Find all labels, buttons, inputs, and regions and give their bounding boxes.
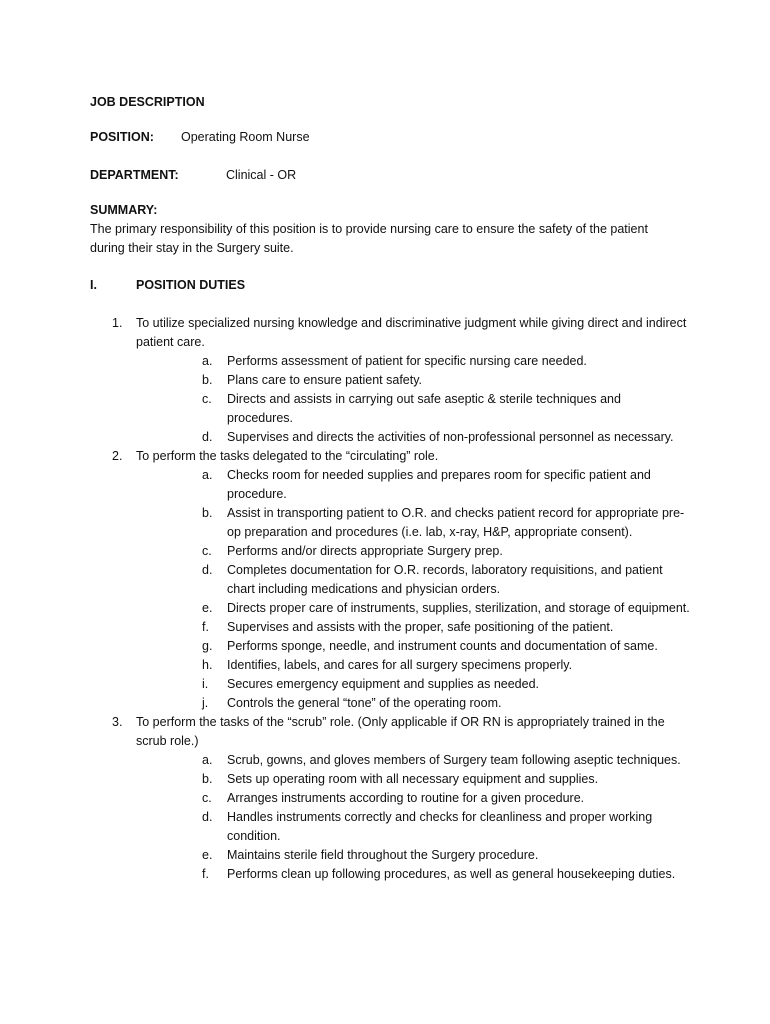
duty-subitem [136,599,690,618]
section-number: I. [90,278,97,292]
subitem-text: Checks room for needed supplies and prepares room for specific patient and procedure. [227,468,651,501]
subitem-letter: d. [202,563,213,577]
position-value: Operating Room Nurse [181,130,310,144]
subitem-letter: g. [202,639,213,653]
subitem-text: Identifies, labels, and cares for all surgery specimens properly. [227,658,573,672]
subitem-text: Sets up operating room with all necessary equipment and supplies. [227,772,599,786]
duty-subitem [136,428,690,447]
subitem-letter: a. [202,753,213,767]
subitem-text: Supervises and directs the activities of non-professional personnel as necessary. [227,430,674,444]
subitem-letter: c. [202,544,212,558]
duty-subitem [136,751,690,770]
subitem-letter: c. [202,392,212,406]
subitem-text: Completes documentation for O.R. records, laboratory requisitions, and patient chart including medications and physician orders. [227,563,663,596]
subitem-text: Performs assessment of patient for specific nursing care needed. [227,354,587,368]
subitem-letter: b. [202,373,213,387]
duty-subitem [136,371,690,390]
subitem-letter: f. [202,867,209,881]
duty-number: 2. [112,449,123,463]
subitem-letter: i. [202,677,209,691]
duty-number: 1. [112,316,123,330]
subitem-text: Scrub, gowns, and gloves members of Surgery team following aseptic techniques. [227,753,681,767]
department-label: DEPARTMENT: [90,168,179,182]
duty-subitem [136,637,690,656]
subitem-letter: h. [202,658,213,672]
duty-number: 3. [112,715,123,729]
subitem-text: Supervises and assists with the proper, safe positioning of the patient. [227,620,614,634]
subitem-letter: e. [202,848,213,862]
duty-item [90,713,690,884]
subitem-text: Secures emergency equipment and supplies as needed. [227,677,540,691]
subitem-text: Performs sponge, needle, and instrument counts and documentation of same. [227,639,658,653]
subitem-letter: d. [202,430,213,444]
subitem-letter: f. [202,620,209,634]
duty-subitem [136,542,690,561]
subitem-letter: a. [202,354,213,368]
duty-subitem [136,675,690,694]
section-title: POSITION DUTIES [136,278,246,292]
duty-sublist [136,751,690,884]
duty-subitem [136,656,690,675]
duty-subitem [136,504,690,542]
duty-subitem [136,390,690,428]
doc-title: JOB DESCRIPTION [90,95,205,109]
subitem-letter: a. [202,468,213,482]
subitem-text: Directs and assists in carrying out safe aseptic & sterile techniques and procedures. [227,392,621,425]
duty-sublist [136,352,690,447]
duty-text: To perform the tasks of the “scrub” role. (Only applicable if OR RN is appropriately trained in the scrub role.) [136,715,665,748]
subitem-text: Performs and/or directs appropriate Surgery prep. [227,544,503,558]
duty-subitem [136,770,690,789]
subitem-text: Controls the general “tone” of the operating room. [227,696,502,710]
subitem-letter: b. [202,506,213,520]
duty-subitem [136,694,690,713]
summary-label: SUMMARY: [90,203,158,217]
subitem-letter: c. [202,791,212,805]
subitem-text: Arranges instruments according to routine for a given procedure. [227,791,585,805]
subitem-text: Maintains sterile field throughout the Surgery procedure. [227,848,539,862]
subitem-letter: d. [202,810,213,824]
subitem-letter: b. [202,772,213,786]
duty-subitem [136,618,690,637]
subitem-text: Performs clean up following procedures, as well as general housekeeping duties. [227,867,676,881]
duty-text: To utilize specialized nursing knowledge and discriminative judgment while giving direct and indirect patient care. [136,316,687,349]
subitem-text: Handles instruments correctly and checks for cleanliness and proper working condition. [227,810,653,843]
duty-item [90,447,690,713]
duty-sublist [136,466,690,713]
duty-subitem [136,561,690,599]
summary-text: The primary responsibility of this position is to provide nursing care to ensure the safety of the patient during their stay in the Surgery suite. [90,222,648,255]
subitem-text: Plans care to ensure patient safety. [227,373,423,387]
department-value: Clinical - OR [226,168,297,182]
section-heading [90,276,245,295]
subitem-letter: j. [202,696,209,710]
position-label: POSITION: [90,130,154,144]
duty-subitem [136,466,690,504]
duty-subitem [136,846,690,865]
duty-subitem [136,808,690,846]
duty-subitem [136,789,690,808]
duties-list [90,314,690,884]
duty-subitem [136,865,690,884]
duty-item [90,314,690,447]
subitem-text: Assist in transporting patient to O.R. and checks patient record for appropriate pre-op preparation and procedures (i.e. lab, x-ray, H&P, appropriate consent). [227,506,685,539]
subitem-text: Directs proper care of instruments, supplies, sterilization, and storage of equipment. [227,601,690,615]
duty-text: To perform the tasks delegated to the “circulating” role. [136,449,439,463]
duty-subitem [136,352,690,371]
subitem-letter: e. [202,601,213,615]
